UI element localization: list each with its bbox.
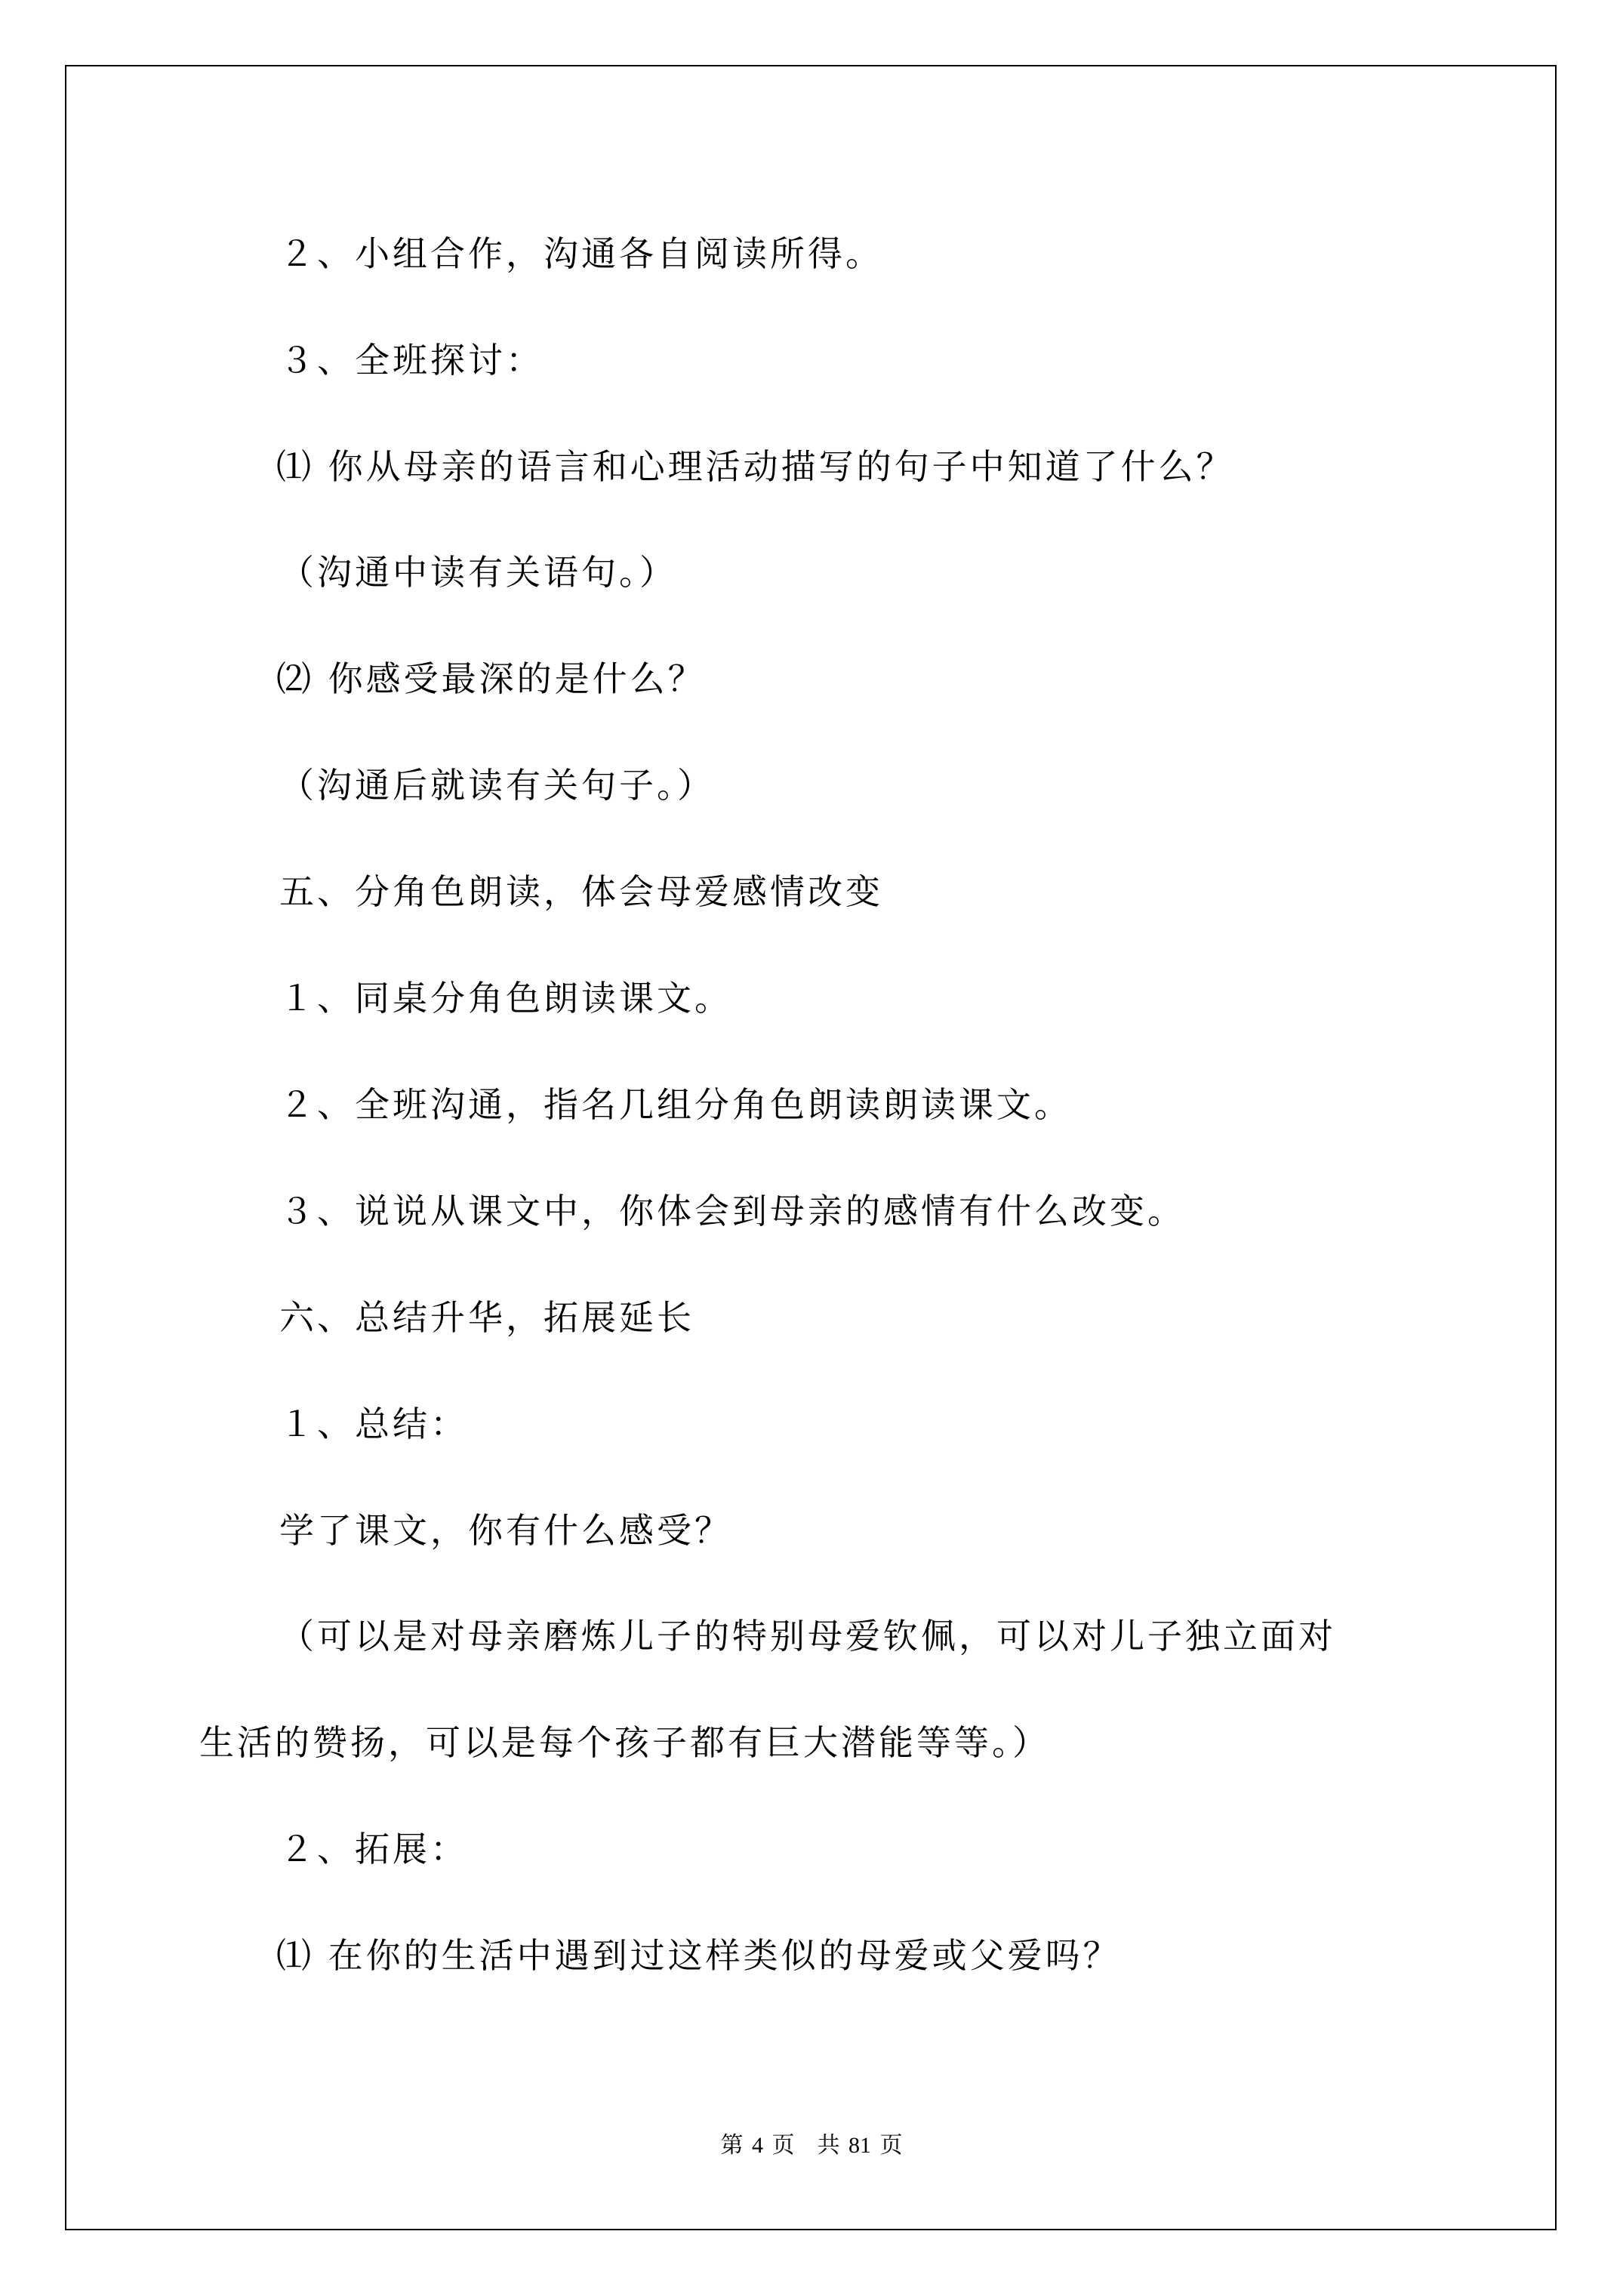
text-line-6: （沟通后就读有关句子。） bbox=[279, 765, 715, 806]
text-line-9: ２、全班沟通，指名几组分角色朗读朗读课文。 bbox=[279, 1084, 1072, 1125]
page-footer: 第 4 页 共 81 页 bbox=[720, 2133, 903, 2158]
text-line-2: ３、全班探讨： bbox=[279, 340, 544, 381]
text-line-16: ２、拓展： bbox=[279, 1829, 468, 1869]
text-line-4: （沟通中读有关语句。） bbox=[279, 552, 677, 593]
text-line-12: １、总结： bbox=[279, 1404, 468, 1444]
text-line-3: ⑴ 你从母亲的语言和心理活动描写的句子中知道了什么？ bbox=[276, 446, 1234, 487]
text-line-8: １、同桌分角色朗读课文。 bbox=[279, 978, 732, 1019]
text-line-14: （可以是对母亲磨炼儿子的特别母爱钦佩，可以对儿子独立面对 bbox=[279, 1616, 1336, 1657]
page-border bbox=[65, 65, 1557, 2230]
section-heading-6: 六、总结升华，拓展延长 bbox=[279, 1297, 694, 1338]
text-line-10: ３、说说从课文中，你体会到母亲的感情有什么改变。 bbox=[279, 1191, 1185, 1231]
text-line-13: 学了课文，你有什么感受？ bbox=[279, 1510, 732, 1551]
text-line-15: 生活的赞扬，可以是每个孩子都有巨大潜能等等。） bbox=[199, 1722, 1050, 1763]
text-line-5: ⑵ 你感受最深的是什么？ bbox=[276, 658, 706, 699]
section-heading-5: 五、分角色朗读，体会母爱感情改变 bbox=[279, 871, 883, 912]
text-line-1: ２、小组合作，沟通各自阅读所得。 bbox=[279, 233, 883, 274]
text-line-17: ⑴ 在你的生活中遇到过这样类似的母爱或父爱吗？ bbox=[276, 1935, 1121, 1976]
